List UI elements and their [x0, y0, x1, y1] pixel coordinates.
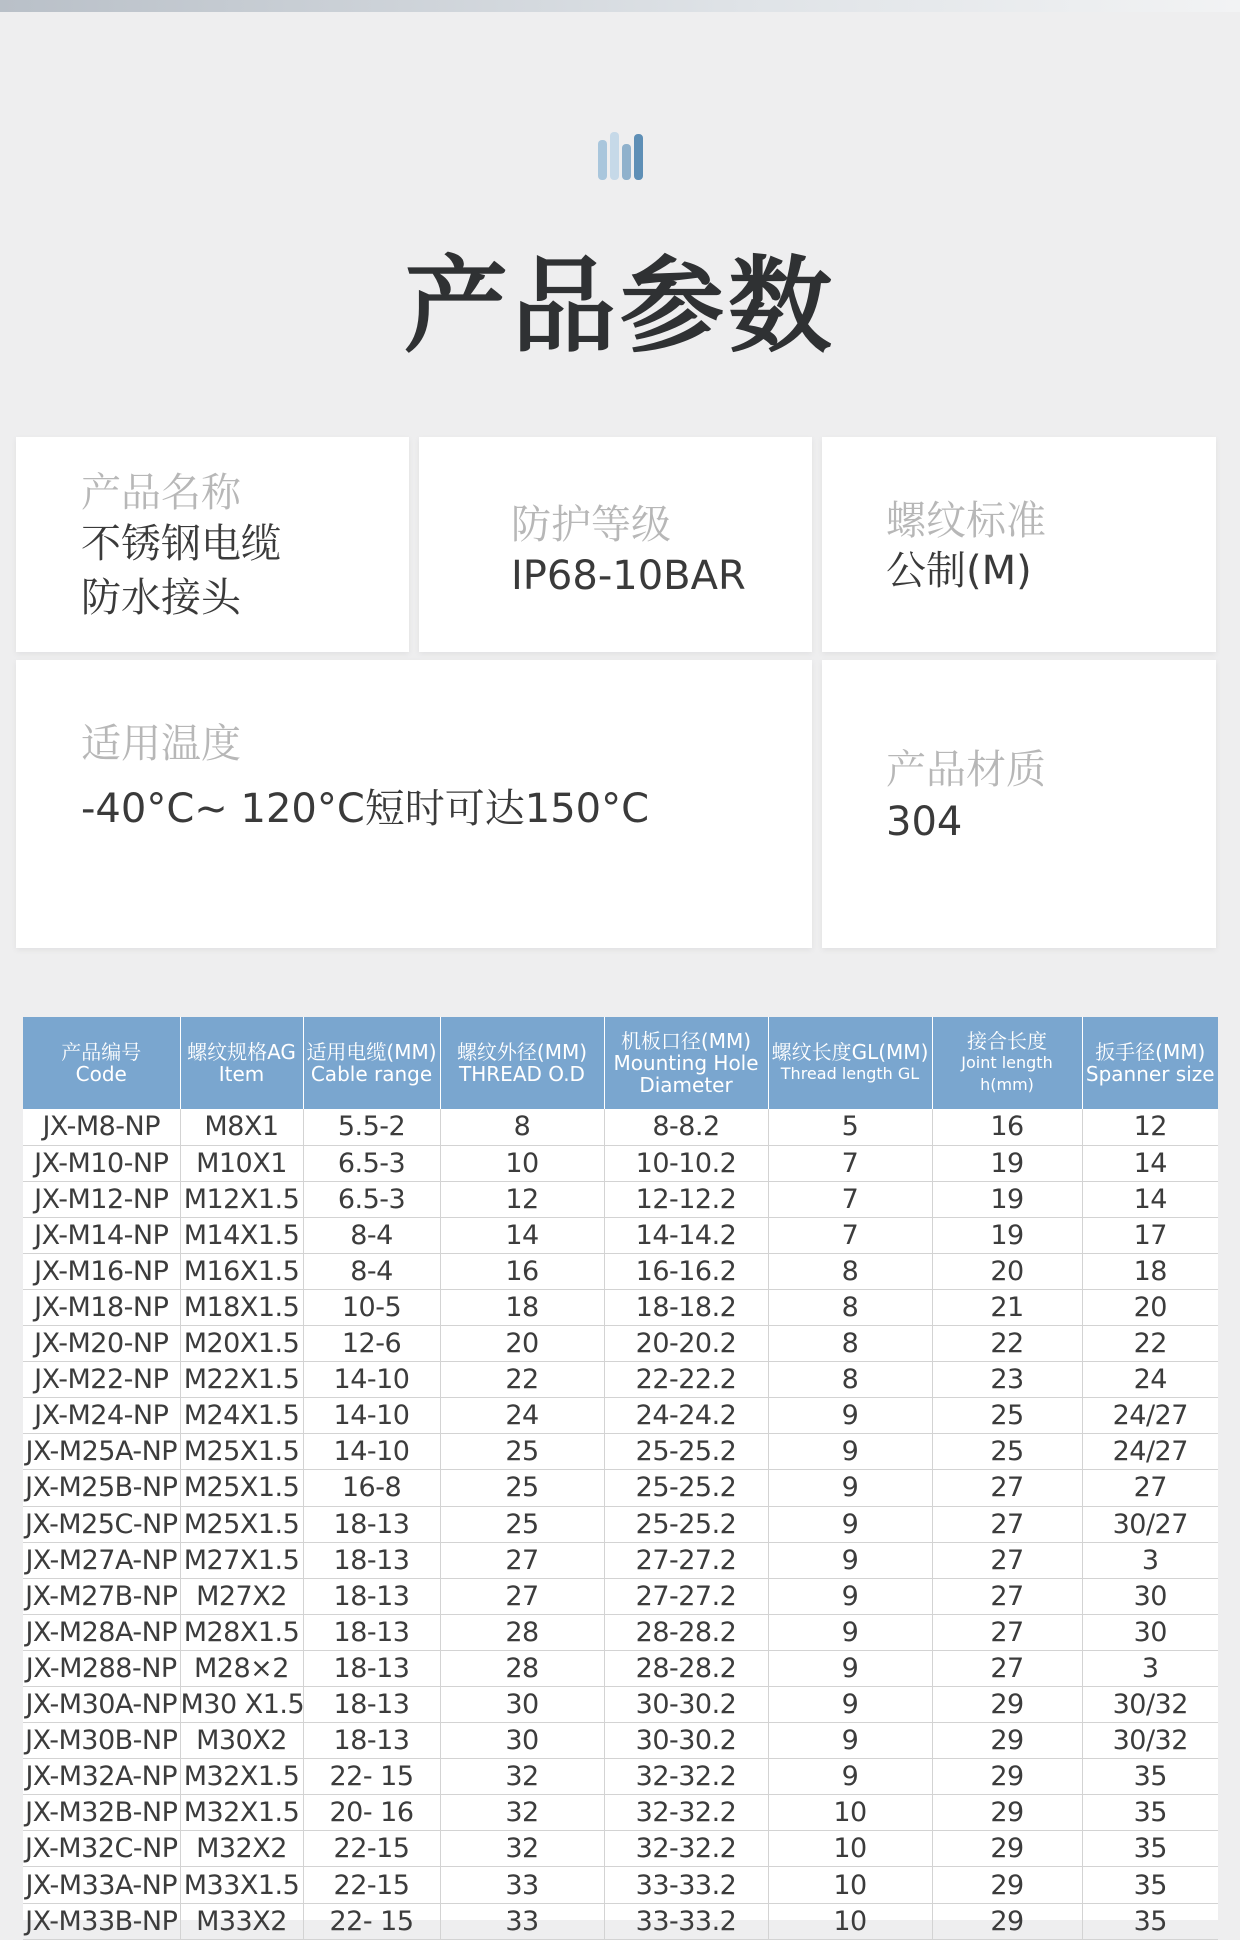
header-cable-range: 适用电缆(MM) Cable range: [303, 1017, 440, 1109]
table-row: [23, 1759, 1218, 1795]
cell-thread-od: 33: [440, 1903, 604, 1939]
table-row: [23, 1253, 1218, 1289]
cell-thread-length: 8: [768, 1289, 932, 1325]
cell-code: JX-M25C-NP: [23, 1506, 180, 1542]
cell-spanner-size: 24/27: [1082, 1398, 1218, 1434]
cell-joint-length: 27: [932, 1614, 1082, 1650]
cell-spanner-size: 18: [1082, 1253, 1218, 1289]
page-title: 产品参数: [403, 245, 836, 367]
cell-thread-od: 10: [440, 1145, 604, 1181]
cell-thread-length: 10: [768, 1903, 932, 1939]
spec-card-temperature: [16, 660, 812, 948]
table-row: [23, 1650, 1218, 1686]
cell-spanner-size: 27: [1082, 1470, 1218, 1506]
bars-logo-icon: [596, 130, 646, 180]
cell-code: JX-M16-NP: [23, 1253, 180, 1289]
cell-mounting-hole: 30-30.2: [604, 1723, 768, 1759]
cell-thread-od: 28: [440, 1614, 604, 1650]
cell-joint-length: 27: [932, 1506, 1082, 1542]
cell-mounting-hole: 24-24.2: [604, 1398, 768, 1434]
cell-thread-length: 9: [768, 1542, 932, 1578]
cell-thread-od: 20: [440, 1326, 604, 1362]
cell-joint-length: 19: [932, 1217, 1082, 1253]
cell-code: JX-M32C-NP: [23, 1831, 180, 1867]
cell-thread-od: 18: [440, 1289, 604, 1325]
cell-mounting-hole: 33-33.2: [604, 1903, 768, 1939]
cell-code: JX-M33B-NP: [23, 1903, 180, 1939]
top-decoration-strip: [0, 0, 1240, 12]
cell-spanner-size: 35: [1082, 1759, 1218, 1795]
parameter-table-container: [23, 1017, 1218, 1937]
cell-thread-od: 25: [440, 1506, 604, 1542]
cell-mounting-hole: 30-30.2: [604, 1687, 768, 1723]
spec-value-material: 304: [886, 799, 963, 845]
cell-thread-length: 8: [768, 1253, 932, 1289]
cell-cable-range: 22- 15: [303, 1903, 440, 1939]
cell-code: JX-M18-NP: [23, 1289, 180, 1325]
cell-thread-length: 5: [768, 1109, 932, 1145]
cell-cable-range: 6.5-3: [303, 1181, 440, 1217]
table-row: [23, 1181, 1218, 1217]
cell-code: JX-M20-NP: [23, 1326, 180, 1362]
spec-card-product-name: [16, 437, 409, 652]
cell-spanner-size: 30: [1082, 1578, 1218, 1614]
cell-joint-length: 25: [932, 1398, 1082, 1434]
cell-cable-range: 22- 15: [303, 1759, 440, 1795]
cell-spanner-size: 3: [1082, 1542, 1218, 1578]
spec-label-temperature: 适用温度: [81, 721, 241, 767]
cell-item: M32X2: [180, 1831, 303, 1867]
cell-item: M10X1: [180, 1145, 303, 1181]
cell-item: M33X1.5: [180, 1867, 303, 1903]
table-row: [23, 1362, 1218, 1398]
cell-spanner-size: 20: [1082, 1289, 1218, 1325]
spec-label-material: 产品材质: [886, 747, 1046, 793]
cell-item: M12X1.5: [180, 1181, 303, 1217]
spec-label-thread-standard: 螺纹标准: [886, 498, 1046, 544]
cell-thread-od: 8: [440, 1109, 604, 1145]
cell-cable-range: 16-8: [303, 1470, 440, 1506]
cell-code: JX-M12-NP: [23, 1181, 180, 1217]
cell-thread-length: 10: [768, 1795, 932, 1831]
cell-code: JX-M22-NP: [23, 1362, 180, 1398]
cell-mounting-hole: 14-14.2: [604, 1217, 768, 1253]
cell-thread-length: 7: [768, 1181, 932, 1217]
cell-mounting-hole: 10-10.2: [604, 1145, 768, 1181]
cell-joint-length: 25: [932, 1434, 1082, 1470]
cell-joint-length: 29: [932, 1687, 1082, 1723]
cell-joint-length: 27: [932, 1470, 1082, 1506]
cell-spanner-size: 14: [1082, 1181, 1218, 1217]
cell-cable-range: 14-10: [303, 1434, 440, 1470]
cell-cable-range: 18-13: [303, 1578, 440, 1614]
cell-mounting-hole: 27-27.2: [604, 1542, 768, 1578]
cell-code: JX-M14-NP: [23, 1217, 180, 1253]
cell-item: M25X1.5: [180, 1434, 303, 1470]
cell-spanner-size: 35: [1082, 1795, 1218, 1831]
table-row: [23, 1867, 1218, 1903]
cell-mounting-hole: 18-18.2: [604, 1289, 768, 1325]
cell-cable-range: 18-13: [303, 1650, 440, 1686]
cell-thread-length: 10: [768, 1867, 932, 1903]
cell-thread-length: 8: [768, 1326, 932, 1362]
table-row: [23, 1289, 1218, 1325]
header-joint-length: 接合长度 Joint length h(mm): [932, 1017, 1082, 1109]
table-row: [23, 1326, 1218, 1362]
spec-card-protection: [419, 437, 812, 652]
cell-cable-range: 18-13: [303, 1542, 440, 1578]
table-row: [23, 1578, 1218, 1614]
table-row: [23, 1434, 1218, 1470]
header-spanner-size: 扳手径(MM) Spanner size: [1082, 1017, 1218, 1109]
cell-spanner-size: 22: [1082, 1326, 1218, 1362]
cell-code: JX-M288-NP: [23, 1650, 180, 1686]
cell-code: JX-M30B-NP: [23, 1723, 180, 1759]
table-row: [23, 1542, 1218, 1578]
cell-spanner-size: 35: [1082, 1831, 1218, 1867]
cell-thread-od: 28: [440, 1650, 604, 1686]
cell-item: M24X1.5: [180, 1398, 303, 1434]
cell-thread-length: 7: [768, 1217, 932, 1253]
cell-code: JX-M27B-NP: [23, 1578, 180, 1614]
cell-thread-length: 9: [768, 1687, 932, 1723]
cell-thread-length: 9: [768, 1614, 932, 1650]
cell-code: JX-M28A-NP: [23, 1614, 180, 1650]
cell-thread-od: 27: [440, 1542, 604, 1578]
spec-value-product-name-2: 防水接头: [81, 575, 241, 621]
cell-cable-range: 18-13: [303, 1506, 440, 1542]
cell-joint-length: 29: [932, 1903, 1082, 1939]
cell-item: M28X1.5: [180, 1614, 303, 1650]
cell-spanner-size: 30: [1082, 1614, 1218, 1650]
cell-thread-length: 7: [768, 1145, 932, 1181]
cell-cable-range: 14-10: [303, 1398, 440, 1434]
cell-joint-length: 21: [932, 1289, 1082, 1325]
header-code: 产品编号 Code: [23, 1017, 180, 1109]
header-thread-length: 螺纹长度GL(MM) Thread length GL: [768, 1017, 932, 1109]
cell-mounting-hole: 20-20.2: [604, 1326, 768, 1362]
table-row: [23, 1506, 1218, 1542]
table-body: [23, 1109, 1218, 1939]
cell-thread-od: 25: [440, 1470, 604, 1506]
cell-code: JX-M32B-NP: [23, 1795, 180, 1831]
cell-code: JX-M33A-NP: [23, 1867, 180, 1903]
header-item: 螺纹规格AG Item: [180, 1017, 303, 1109]
parameter-table: [23, 1017, 1218, 1940]
cell-cable-range: 14-10: [303, 1362, 440, 1398]
cell-joint-length: 27: [932, 1578, 1082, 1614]
cell-item: M18X1.5: [180, 1289, 303, 1325]
table-row: [23, 1795, 1218, 1831]
cell-spanner-size: 14: [1082, 1145, 1218, 1181]
cell-thread-od: 32: [440, 1759, 604, 1795]
cell-item: M32X1.5: [180, 1795, 303, 1831]
cell-item: M16X1.5: [180, 1253, 303, 1289]
cell-item: M8X1: [180, 1109, 303, 1145]
cell-mounting-hole: 28-28.2: [604, 1614, 768, 1650]
cell-code: JX-M8-NP: [23, 1109, 180, 1145]
cell-cable-range: 10-5: [303, 1289, 440, 1325]
cell-thread-od: 16: [440, 1253, 604, 1289]
cell-cable-range: 18-13: [303, 1614, 440, 1650]
table-row: [23, 1398, 1218, 1434]
cell-item: M32X1.5: [180, 1759, 303, 1795]
cell-cable-range: 22-15: [303, 1831, 440, 1867]
cell-thread-od: 24: [440, 1398, 604, 1434]
cell-mounting-hole: 8-8.2: [604, 1109, 768, 1145]
cell-cable-range: 8-4: [303, 1217, 440, 1253]
cell-code: JX-M10-NP: [23, 1145, 180, 1181]
spec-value-temperature: -40°C~ 120°C短时可达150°C: [81, 786, 650, 832]
cell-mounting-hole: 16-16.2: [604, 1253, 768, 1289]
cell-item: M25X1.5: [180, 1506, 303, 1542]
spec-value-protection: IP68-10BAR: [511, 553, 746, 599]
cell-item: M14X1.5: [180, 1217, 303, 1253]
cell-cable-range: 18-13: [303, 1723, 440, 1759]
cell-item: M27X2: [180, 1578, 303, 1614]
table-row: [23, 1687, 1218, 1723]
cell-thread-length: 9: [768, 1759, 932, 1795]
cell-thread-length: 8: [768, 1362, 932, 1398]
cell-spanner-size: 30/32: [1082, 1687, 1218, 1723]
cell-mounting-hole: 32-32.2: [604, 1795, 768, 1831]
cell-joint-length: 27: [932, 1650, 1082, 1686]
cell-cable-range: 22-15: [303, 1867, 440, 1903]
cell-joint-length: 29: [932, 1759, 1082, 1795]
header-mounting-hole: 机板口径(MM) Mounting Hole Diameter: [604, 1017, 768, 1109]
cell-cable-range: 6.5-3: [303, 1145, 440, 1181]
cell-spanner-size: 3: [1082, 1650, 1218, 1686]
cell-item: M30 X1.5: [180, 1687, 303, 1723]
cell-mounting-hole: 25-25.2: [604, 1470, 768, 1506]
cell-joint-length: 19: [932, 1181, 1082, 1217]
table-row: [23, 1217, 1218, 1253]
cell-joint-length: 27: [932, 1542, 1082, 1578]
cell-thread-od: 32: [440, 1831, 604, 1867]
cell-thread-od: 27: [440, 1578, 604, 1614]
cell-spanner-size: 12: [1082, 1109, 1218, 1145]
header-thread-od: 螺纹外径(MM) THREAD O.D: [440, 1017, 604, 1109]
cell-thread-length: 9: [768, 1578, 932, 1614]
cell-mounting-hole: 33-33.2: [604, 1867, 768, 1903]
cell-mounting-hole: 12-12.2: [604, 1181, 768, 1217]
cell-mounting-hole: 25-25.2: [604, 1434, 768, 1470]
cell-item: M20X1.5: [180, 1326, 303, 1362]
cell-mounting-hole: 32-32.2: [604, 1831, 768, 1867]
cell-cable-range: 12-6: [303, 1326, 440, 1362]
spec-value-product-name-1: 不锈钢电缆: [81, 521, 281, 567]
cell-cable-range: 20- 16: [303, 1795, 440, 1831]
spec-card-thread-standard: [822, 437, 1216, 652]
cell-item: M25X1.5: [180, 1470, 303, 1506]
cell-thread-od: 30: [440, 1723, 604, 1759]
cell-spanner-size: 24/27: [1082, 1434, 1218, 1470]
cell-code: JX-M25B-NP: [23, 1470, 180, 1506]
spec-label-protection: 防护等级: [511, 502, 671, 548]
table-row: [23, 1109, 1218, 1145]
table-row: [23, 1614, 1218, 1650]
spec-card-material: [822, 660, 1216, 948]
cell-mounting-hole: 28-28.2: [604, 1650, 768, 1686]
cell-item: M30X2: [180, 1723, 303, 1759]
table-row: [23, 1145, 1218, 1181]
cell-joint-length: 19: [932, 1145, 1082, 1181]
cell-thread-od: 25: [440, 1434, 604, 1470]
cell-thread-od: 30: [440, 1687, 604, 1723]
cell-joint-length: 23: [932, 1362, 1082, 1398]
cell-joint-length: 29: [932, 1831, 1082, 1867]
cell-mounting-hole: 27-27.2: [604, 1578, 768, 1614]
cell-spanner-size: 30/32: [1082, 1723, 1218, 1759]
cell-joint-length: 20: [932, 1253, 1082, 1289]
cell-mounting-hole: 22-22.2: [604, 1362, 768, 1398]
cell-code: JX-M25A-NP: [23, 1434, 180, 1470]
cell-thread-length: 9: [768, 1398, 932, 1434]
cell-thread-length: 9: [768, 1434, 932, 1470]
spec-value-thread-standard: 公制(M): [886, 548, 1032, 594]
cell-thread-od: 14: [440, 1217, 604, 1253]
cell-item: M28×2: [180, 1650, 303, 1686]
cell-thread-length: 10: [768, 1831, 932, 1867]
cell-thread-length: 9: [768, 1650, 932, 1686]
cell-thread-od: 22: [440, 1362, 604, 1398]
cell-spanner-size: 17: [1082, 1217, 1218, 1253]
cell-thread-length: 9: [768, 1506, 932, 1542]
cell-cable-range: 5.5-2: [303, 1109, 440, 1145]
cell-cable-range: 8-4: [303, 1253, 440, 1289]
cell-joint-length: 29: [932, 1795, 1082, 1831]
cell-mounting-hole: 32-32.2: [604, 1759, 768, 1795]
spec-label-product-name: 产品名称: [81, 470, 241, 516]
cell-thread-od: 33: [440, 1867, 604, 1903]
cell-cable-range: 18-13: [303, 1687, 440, 1723]
cell-mounting-hole: 25-25.2: [604, 1506, 768, 1542]
cell-joint-length: 16: [932, 1109, 1082, 1145]
cell-joint-length: 29: [932, 1867, 1082, 1903]
cell-code: JX-M30A-NP: [23, 1687, 180, 1723]
cell-item: M27X1.5: [180, 1542, 303, 1578]
table-header-row: [23, 1017, 1218, 1109]
table-row: [23, 1903, 1218, 1939]
cell-thread-length: 9: [768, 1723, 932, 1759]
cell-item: M22X1.5: [180, 1362, 303, 1398]
cell-joint-length: 22: [932, 1326, 1082, 1362]
cell-joint-length: 29: [932, 1723, 1082, 1759]
cell-code: JX-M32A-NP: [23, 1759, 180, 1795]
cell-code: JX-M24-NP: [23, 1398, 180, 1434]
cell-spanner-size: 35: [1082, 1867, 1218, 1903]
cell-spanner-size: 35: [1082, 1903, 1218, 1939]
cell-thread-length: 9: [768, 1470, 932, 1506]
cell-thread-od: 12: [440, 1181, 604, 1217]
table-row: [23, 1723, 1218, 1759]
cell-thread-od: 32: [440, 1795, 604, 1831]
cell-code: JX-M27A-NP: [23, 1542, 180, 1578]
cell-spanner-size: 24: [1082, 1362, 1218, 1398]
table-row: [23, 1831, 1218, 1867]
cell-spanner-size: 30/27: [1082, 1506, 1218, 1542]
cell-item: M33X2: [180, 1903, 303, 1939]
table-row: [23, 1470, 1218, 1506]
